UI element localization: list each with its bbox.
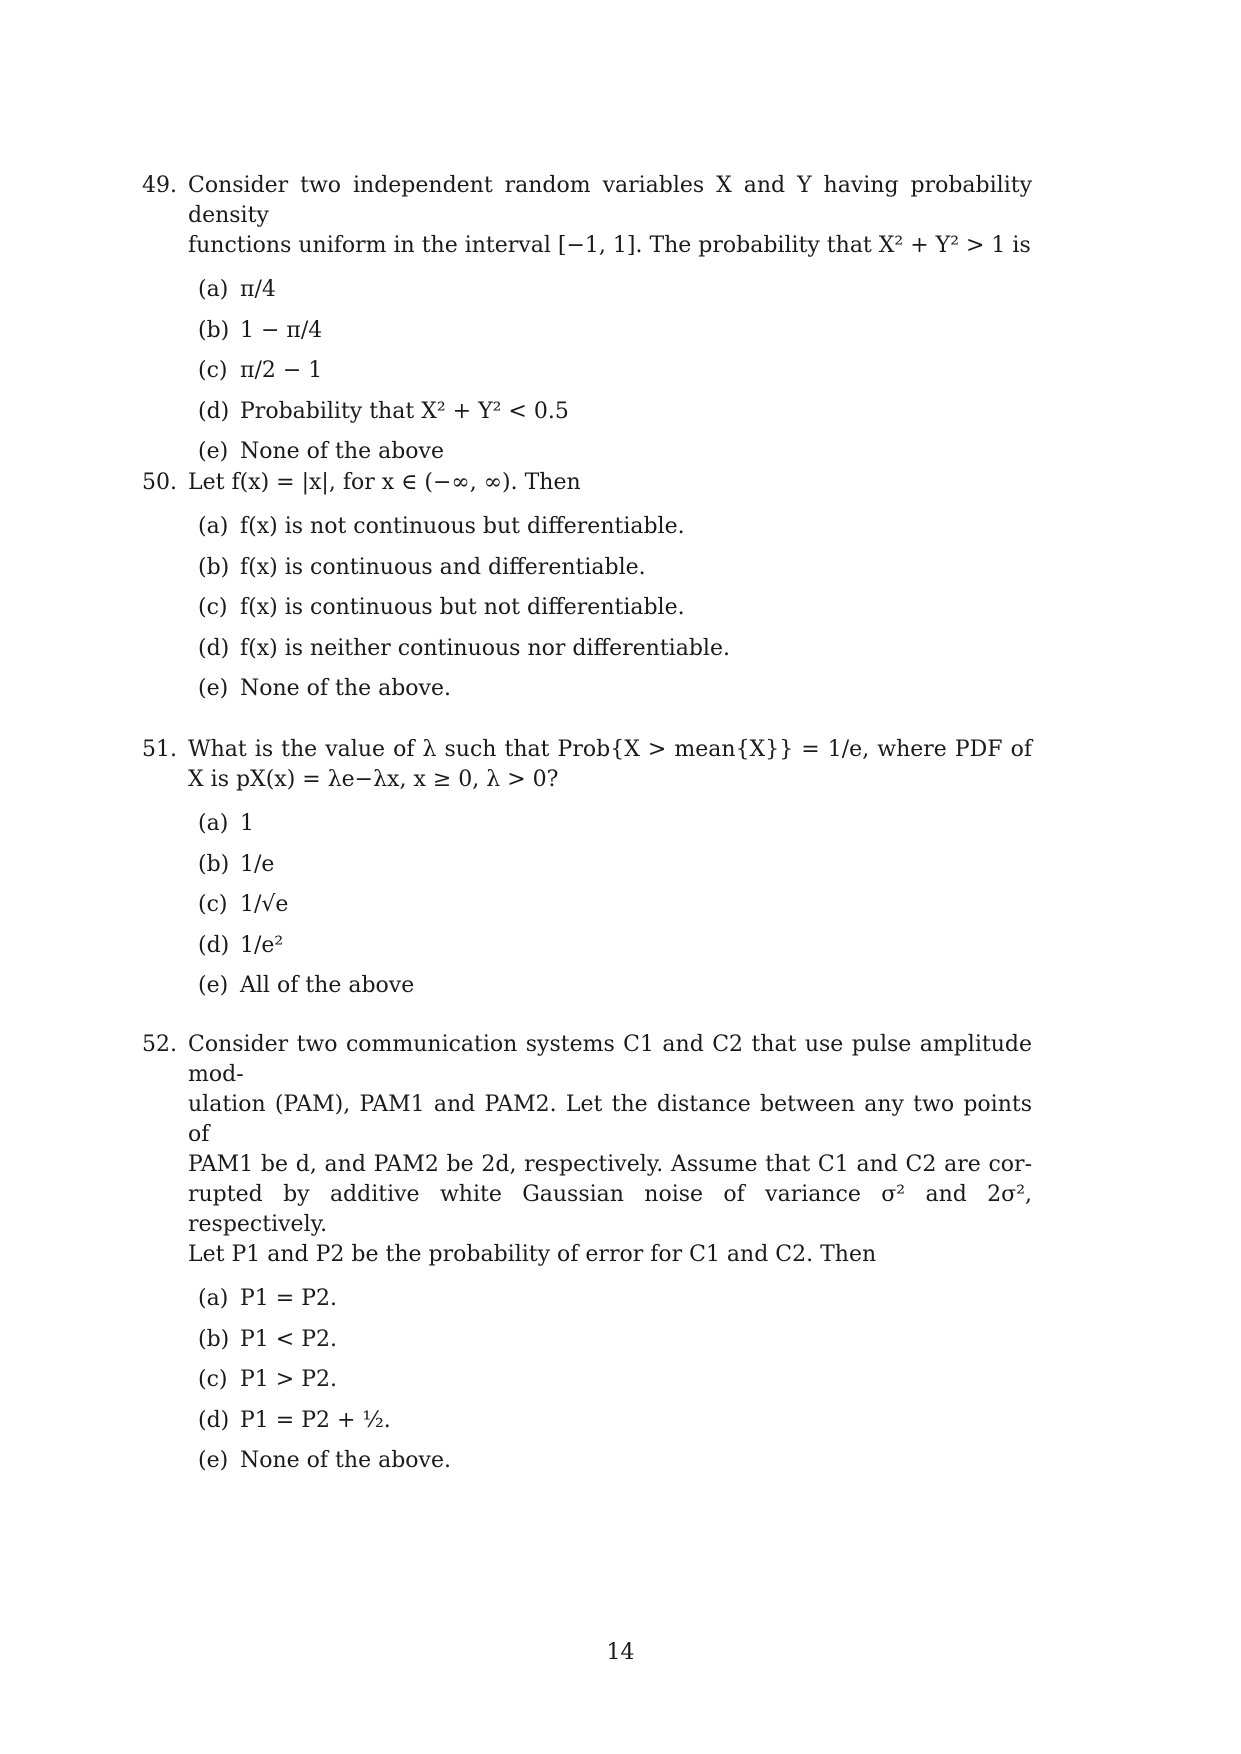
option-d bbox=[198, 397, 1032, 438]
option-text: 1/√e bbox=[240, 892, 289, 917]
question-line: Let f(x) = |x|, for x ∈ (−∞, ∞). Then bbox=[188, 470, 581, 495]
option-label: (c) bbox=[198, 358, 228, 383]
option-b bbox=[198, 553, 1032, 594]
question-50 bbox=[142, 468, 1032, 715]
option-label: (e) bbox=[198, 1448, 229, 1473]
option-text: P1 < P2. bbox=[240, 1326, 338, 1352]
question-text bbox=[188, 735, 1032, 795]
question-line: Consider two independent random variables X and Y having probability density bbox=[188, 173, 1032, 228]
question-text bbox=[188, 1030, 1032, 1270]
question-line: rupted by additive white Gaussian noise of variance σ² and 2σ², respectively. bbox=[188, 1182, 1032, 1237]
option-label: (d) bbox=[198, 932, 230, 958]
option-label: (d) bbox=[198, 398, 230, 424]
option-label: (b) bbox=[198, 1326, 230, 1352]
option-b bbox=[198, 1325, 1032, 1366]
option-text: Probability that X² + Y² < 0.5 bbox=[240, 398, 569, 424]
option-text: f(x) is continuous and differentiable. bbox=[240, 554, 646, 580]
option-text: None of the above. bbox=[240, 1448, 451, 1473]
option-text: P1 = P2. bbox=[240, 1286, 338, 1311]
option-d bbox=[198, 634, 1032, 675]
option-c bbox=[198, 356, 1032, 397]
options-list bbox=[142, 1284, 1032, 1487]
option-label: (b) bbox=[198, 554, 230, 580]
option-e bbox=[198, 674, 1032, 715]
option-a bbox=[198, 512, 1032, 553]
option-e bbox=[198, 1446, 1032, 1487]
question-number: 49. bbox=[142, 173, 177, 198]
question-52 bbox=[142, 1030, 1032, 1487]
option-label: (e) bbox=[198, 676, 229, 701]
option-c bbox=[198, 890, 1032, 931]
option-label: (a) bbox=[198, 1286, 229, 1311]
option-label: (e) bbox=[198, 973, 229, 998]
question-line: X is pX(x) = λe−λx, x ≥ 0, λ > 0? bbox=[188, 767, 559, 792]
option-text: f(x) is neither continuous nor differentiable. bbox=[240, 635, 730, 661]
option-text: P1 = P2 + ½. bbox=[240, 1407, 391, 1433]
option-text: 1 bbox=[240, 811, 254, 836]
question-line: Let P1 and P2 be the probability of error for C1 and C2. Then bbox=[188, 1242, 877, 1267]
option-e bbox=[198, 971, 1032, 1012]
question-text bbox=[188, 468, 1032, 498]
question-number: 52. bbox=[142, 1032, 177, 1057]
options-list bbox=[142, 809, 1032, 1012]
question-number: 50. bbox=[142, 470, 177, 495]
option-d bbox=[198, 1406, 1032, 1447]
question-line: ulation (PAM), PAM1 and PAM2. Let the distance between any two points of bbox=[188, 1092, 1032, 1147]
option-label: (e) bbox=[198, 439, 229, 464]
options-list bbox=[142, 275, 1032, 478]
option-b bbox=[198, 850, 1032, 891]
option-c bbox=[198, 1365, 1032, 1406]
option-d bbox=[198, 931, 1032, 972]
option-label: (a) bbox=[198, 811, 229, 836]
question-number: 51. bbox=[142, 737, 177, 762]
option-text: f(x) is continuous but not differentiable. bbox=[240, 595, 685, 620]
option-label: (c) bbox=[198, 892, 228, 917]
question-51 bbox=[142, 735, 1032, 1012]
question-text bbox=[188, 171, 1032, 261]
option-text: 1/e² bbox=[240, 932, 284, 958]
option-label: (d) bbox=[198, 1407, 230, 1433]
option-b bbox=[198, 316, 1032, 357]
question-line: functions uniform in the interval [−1, 1]. The probability that X² + Y² > 1 is bbox=[188, 233, 1031, 258]
option-a bbox=[198, 809, 1032, 850]
option-text: None of the above bbox=[240, 439, 444, 464]
option-text: P1 > P2. bbox=[240, 1367, 338, 1392]
option-label: (a) bbox=[198, 514, 229, 539]
option-text: 1/e bbox=[240, 851, 275, 877]
option-label: (a) bbox=[198, 277, 229, 302]
question-line: Consider two communication systems C1 and C2 that use pulse amplitude mod- bbox=[188, 1032, 1032, 1087]
option-label: (b) bbox=[198, 317, 230, 343]
option-label: (c) bbox=[198, 1367, 228, 1392]
option-label: (d) bbox=[198, 635, 230, 661]
question-line: What is the value of λ such that Prob{X > mean{X}} = 1/e, where PDF of bbox=[188, 737, 1032, 762]
option-text: None of the above. bbox=[240, 676, 451, 701]
option-c bbox=[198, 593, 1032, 634]
option-text: π/4 bbox=[240, 277, 276, 302]
option-text: All of the above bbox=[240, 973, 415, 998]
option-label: (b) bbox=[198, 851, 230, 877]
option-label: (c) bbox=[198, 595, 228, 620]
options-list bbox=[142, 512, 1032, 715]
option-text: 1 − π/4 bbox=[240, 317, 323, 343]
option-text: π/2 − 1 bbox=[240, 358, 323, 383]
page-number: 14 bbox=[606, 1640, 635, 1665]
question-line: PAM1 be d, and PAM2 be 2d, respectively. Assume that C1 and C2 are cor- bbox=[188, 1152, 1032, 1177]
option-a bbox=[198, 1284, 1032, 1325]
option-text: f(x) is not continuous but differentiable. bbox=[240, 514, 685, 539]
option-a bbox=[198, 275, 1032, 316]
question-49 bbox=[142, 171, 1032, 478]
